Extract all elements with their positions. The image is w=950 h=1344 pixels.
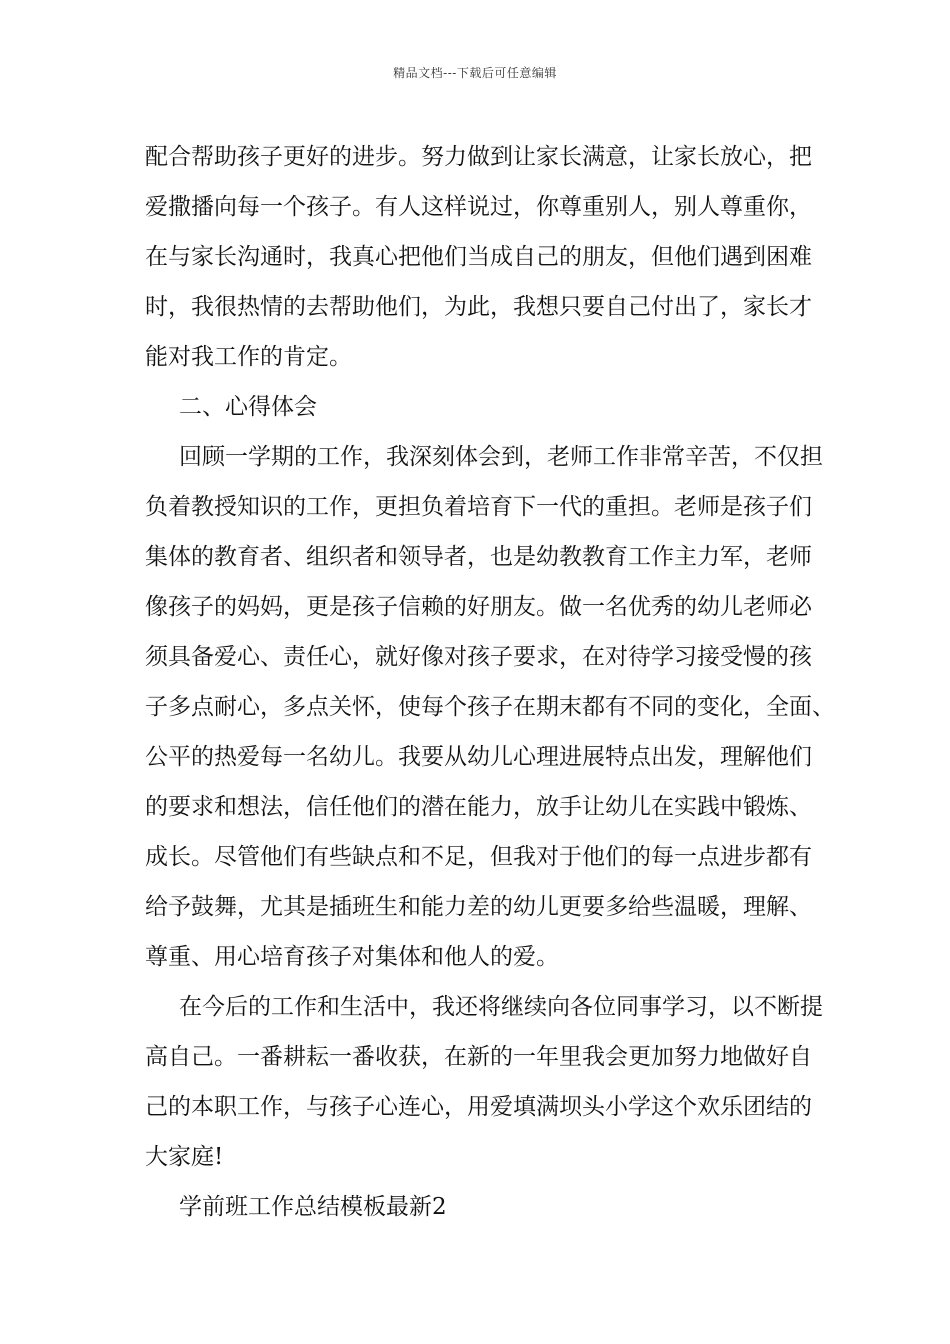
text-line: 的要求和想法，信任他们的潜在能力，放手让幼儿在实践中锻炼、	[145, 794, 812, 820]
text-line: 配合帮助孩子更好的进步。努力做到让家长满意，让家长放心，把	[145, 144, 812, 170]
text-line: 高自己。一番耕耘一番收获，在新的一年里我会更加努力地做好自	[145, 1044, 812, 1070]
text-line: 子多点耐心，多点关怀，使每个孩子在期末都有不同的变化，全面、	[145, 694, 835, 720]
text-line: 己的本职工作，与孩子心连心，用爱填满坝头小学这个欢乐团结的	[145, 1094, 812, 1120]
text-line: 在今后的工作和生活中，我还将继续向各位同事学习，以不断提	[179, 994, 823, 1020]
text-line: 二、心得体会	[179, 394, 317, 420]
text-line: 回顾一学期的工作，我深刻体会到，老师工作非常辛苦，不仅担	[179, 444, 823, 470]
text-line: 时，我很热情的去帮助他们，为此，我想只要自己付出了，家长才	[145, 294, 812, 320]
text-line: 在与家长沟通时，我真心把他们当成自己的朋友，但他们遇到困难	[145, 244, 812, 270]
text-line: 爱撒播向每一个孩子。有人这样说过，你尊重别人，别人尊重你，	[145, 194, 812, 220]
text-line: 能对我工作的肯定。	[145, 344, 352, 370]
text-line: 尊重、用心培育孩子对集体和他人的爱。	[145, 944, 559, 970]
page-header: 精品文档---下载后可任意编辑	[393, 66, 557, 80]
document-body	[145, 132, 835, 1232]
text-line: 像孩子的妈妈，更是孩子信赖的好朋友。做一名优秀的幼儿老师必	[145, 594, 812, 620]
text-line: 大家庭!	[145, 1144, 224, 1170]
text-line: 成长。尽管他们有些缺点和不足，但我对于他们的每一点进步都有	[145, 844, 812, 870]
text-line: 集体的教育者、组织者和领导者，也是幼教教育工作主力军，老师	[145, 544, 812, 570]
text-line: 负着教授知识的工作，更担负着培育下一代的重担。老师是孩子们	[145, 494, 812, 520]
text-line: 给予鼓舞，尤其是插班生和能力差的幼儿更要多给些温暖，理解、	[145, 894, 812, 920]
text-line: 公平的热爱每一名幼儿。我要从幼儿心理进展特点出发，理解他们	[145, 744, 812, 770]
text-line: 须具备爱心、责任心，就好像对孩子要求，在对待学习接受慢的孩	[145, 644, 812, 670]
text-line: 学前班工作总结模板最新2	[179, 1194, 447, 1220]
